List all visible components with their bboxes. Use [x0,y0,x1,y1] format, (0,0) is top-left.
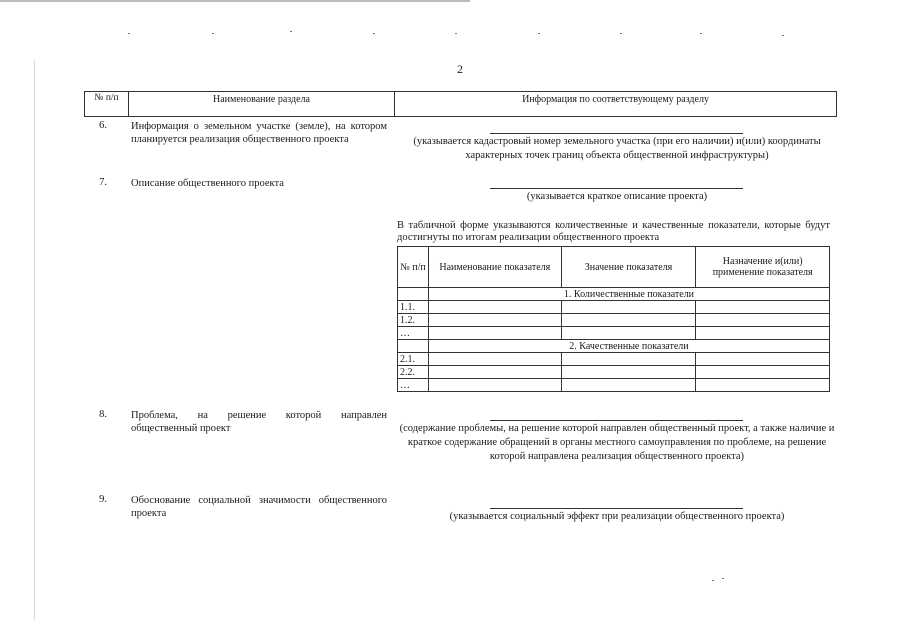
scan-speck [128,33,130,34]
group-title: 2. Качественные показатели [428,340,829,353]
indicators-header-purpose: Назначение и(или) применение показателя [696,247,830,288]
fill-in-line [490,420,743,421]
scan-speck [712,580,714,581]
section-caption: (содержание проблемы, на решение которой направлен общественный проект, а также наличие и краткое содержание обращений в органы местного самоуправления по проблеме, на решение которой направлена реализация общественного проекта) [399,423,835,462]
table-cell [696,366,830,379]
fill-in-line [490,188,743,189]
table-row [398,379,830,392]
fill-in-line [490,508,743,509]
table-cell [398,340,429,353]
table-row [398,366,830,379]
table-cell [696,379,830,392]
group-title: 1. Количественные показатели [428,288,829,301]
scan-edge-line [0,0,470,2]
table-cell [428,314,561,327]
table-cell [561,314,696,327]
section-caption: (указывается кадастровый номер земельного участка (при его наличии) и(или) координаты характерных точек границ объекта общественной инфраструктуры) [413,136,821,161]
scan-left-edge [34,60,35,620]
table-cell [428,327,561,340]
table-cell [561,301,696,314]
group-row [398,288,830,301]
section-name: Обоснование социальной значимости общественного проекта [131,495,387,519]
section-table-header [84,91,837,117]
header-col-section-info: Информация по соответствующему разделу [522,94,709,105]
scan-speck [700,33,702,34]
table-cell [561,379,696,392]
table-cell [696,353,830,366]
scan-speck [455,33,457,34]
row-number: 2.1. [398,353,429,366]
scan-speck [782,35,784,36]
table-cell [561,327,696,340]
section-name: Проблема, на решение которой направлен общественный проект [131,410,387,434]
indicators-header-number: № п/п [398,247,429,288]
row-number: … [398,327,429,340]
indicators-header-row [398,247,830,288]
table-row [398,327,830,340]
row-number: 2.2. [398,366,429,379]
scan-speck [290,31,292,32]
section-number: 7. [99,177,107,188]
scan-speck [373,33,375,34]
table-cell [428,353,561,366]
table-row [398,314,830,327]
table-cell [428,379,561,392]
table-cell [696,314,830,327]
page-number: 2 [457,62,463,76]
section-number: 9. [99,494,107,505]
fill-in-line [490,133,743,134]
group-row [398,340,830,353]
section-caption: (указывается краткое описание проекта) [526,191,708,202]
table-cell [398,288,429,301]
scan-speck [620,33,622,34]
section-caption: (указывается социальный эффект при реализации общественного проекта) [449,511,785,522]
section-name: Описание общественного проекта [131,178,284,189]
row-number: … [398,379,429,392]
indicators-header-value: Значение показателя [561,247,696,288]
section-name: Информация о земельном участке (земле), на котором планируется реализация общественного проекта [131,121,387,145]
table-cell [696,301,830,314]
table-row [398,301,830,314]
table-cell [561,366,696,379]
header-col-number: № п/п [85,92,129,116]
table-cell [696,327,830,340]
row-number: 1.1. [398,301,429,314]
section-number: 6. [99,120,107,131]
section-number: 8. [99,409,107,420]
scan-speck [212,33,214,34]
indicators-table [397,246,830,392]
header-col-section-name: Наименование раздела [129,92,395,116]
table-cell [561,353,696,366]
indicators-header-name: Наименование показателя [428,247,561,288]
scan-speck [538,33,540,34]
table-row [398,353,830,366]
table-cell [428,366,561,379]
row-number: 1.2. [398,314,429,327]
table-cell [428,301,561,314]
table-intro-text: В табличной форме указываются количественные и качественные показатели, которые будут достигнуты по итогам реализации общественного проекта [397,220,830,243]
scan-speck [722,578,724,579]
